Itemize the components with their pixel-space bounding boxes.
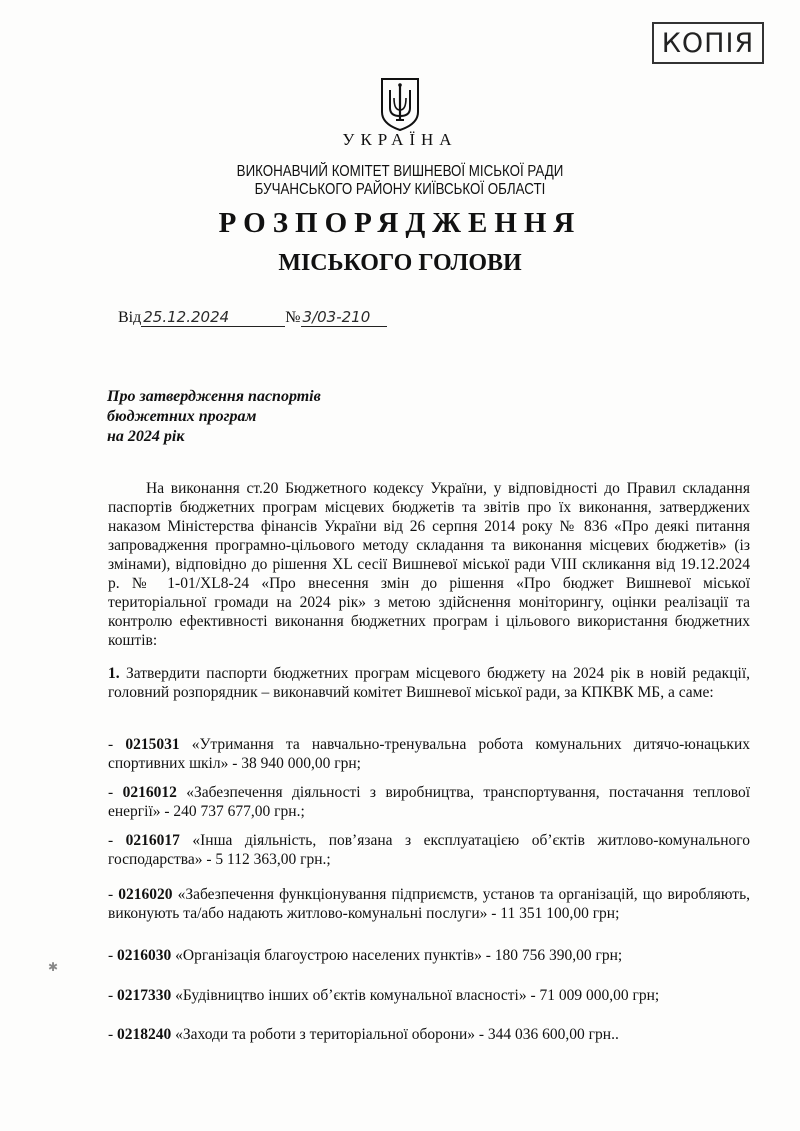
program-code: 0216012: [122, 784, 177, 801]
program-code: 0216030: [117, 947, 172, 964]
number-prefix: №: [285, 309, 301, 326]
list-item: - 0218240 «Заходи та роботи з територіальної оборони» - 344 036 600,00 грн..: [108, 1026, 619, 1043]
scan-speck: ✱: [48, 960, 59, 974]
org-name-line1: ВИКОНАВЧИЙ КОМІТЕТ ВИШНЕВОЇ МІСЬКОЇ РАДИ: [236, 163, 564, 180]
subject-block: [107, 387, 321, 447]
trident-coat-of-arms-icon: [378, 76, 422, 132]
list-item: - 0215031 «Утримання та навчально-тренувальна робота комунальних дитячо-юнацьких спортивних шкіл» - 38 940 000,00 грн;: [108, 736, 750, 772]
program-code: 0217330: [117, 987, 172, 1004]
clause-text: Затвердити паспорти бюджетних програм місцевого бюджету на 2024 рік в новій редакції, головний розпорядник – виконавчий комітет Вишневої міської ради, за КПКВК МБ, а саме:: [108, 665, 750, 701]
program-text: «Будівництво інших об’єктів комунальної власності» - 71 009 000,00 грн;: [175, 987, 660, 1004]
list-item: - 0216020 «Забезпечення функціонування підприємств, установ та організацій, що виробляють, виконують та/або надають житлово-комунальні послуги» - 11 351 100,00 грн;: [108, 886, 751, 922]
copy-stamp: КОПІЯ: [652, 22, 764, 64]
program-code: 0216017: [125, 832, 180, 849]
number-value: 3/03-210: [301, 308, 387, 327]
preamble-paragraph: На виконання ст.20 Бюджетного кодексу України, у відповідності до Правил складання паспортів бюджетних програм місцевих бюджетів та звітів про їх виконання, затверджених наказом Міністерства фінансів України від 26 серпня 2014 року № 836 «Про деякі питання запровадження програмно-цільового методу складання та виконання місцевих бюджетів» (із змінами), відповідно до рішення XL сесії Вишневої міської ради VIII скликання від 19.12.2024 р. № 1-01/XL8-24 «Про внесення змін до рішення «Про бюджет Вишневої міської територіальної громади на 2024 рік» з метою здійснення моніторингу, оцінки реалізації та контролю ефективності виконання бюджетних програм і цільового використання бюджетних коштів:: [108, 480, 750, 649]
program-text: «Утримання та навчально-тренувальна робота комунальних дитячо-юнацьких спортивних шкіл» - 38 940 000,00 грн;: [108, 736, 750, 772]
list-item: - 0216017 «Інша діяльність, пов’язана з експлуатацією об’єктів житлово-комунального господарства» - 5 112 363,00 грн.;: [108, 832, 751, 868]
clause-1-paragraph: [108, 664, 750, 702]
subject-line2: бюджетних програм: [107, 408, 257, 425]
program-text: «Забезпечення функціонування підприємств, установ та організацій, що виробляють, виконують та/або надають житлово-комунальні послуги» - 11 351 100,00 грн;: [108, 886, 751, 922]
program-text: «Організація благоустрою населених пунктів» - 180 756 390,00 грн;: [175, 947, 623, 964]
document-title: РОЗПОРЯДЖЕННЯ: [218, 207, 582, 239]
program-code: 0218240: [117, 1026, 172, 1043]
country-name: УКРАЇНА: [342, 130, 458, 149]
program-text: «Заходи та роботи з територіальної оборони» - 344 036 600,00 грн..: [175, 1026, 619, 1043]
document-subtitle: МІСЬКОГО ГОЛОВИ: [278, 250, 522, 276]
program-code: 0216020: [118, 886, 173, 903]
date-prefix: Від: [118, 309, 142, 326]
subject-line3: на 2024 рік: [107, 428, 185, 445]
program-text: «Забезпечення діяльності з виробництва, транспортування, постачання теплової енергії» - 240 737 677,00 грн.;: [108, 784, 751, 820]
org-name-line2: БУЧАНСЬКОГО РАЙОНУ КИЇВСЬКОЇ ОБЛАСТІ: [254, 181, 546, 198]
clause-number: 1.: [108, 665, 120, 682]
subject-line1: Про затвердження паспортів: [107, 388, 321, 405]
date-value: 25.12.2024: [141, 308, 285, 327]
date-number-line: [118, 308, 387, 327]
list-item: - 0217330 «Будівництво інших об’єктів комунальної власності» - 71 009 000,00 грн;: [108, 987, 660, 1004]
list-item: - 0216030 «Організація благоустрою населених пунктів» - 180 756 390,00 грн;: [108, 947, 623, 964]
list-item: - 0216012 «Забезпечення діяльності з виробництва, транспортування, постачання теплової енергії» - 240 737 677,00 грн.;: [108, 784, 751, 820]
program-code: 0215031: [125, 736, 180, 753]
program-text: «Інша діяльність, пов’язана з експлуатацією об’єктів житлово-комунального господарства» - 5 112 363,00 грн.;: [108, 832, 751, 868]
